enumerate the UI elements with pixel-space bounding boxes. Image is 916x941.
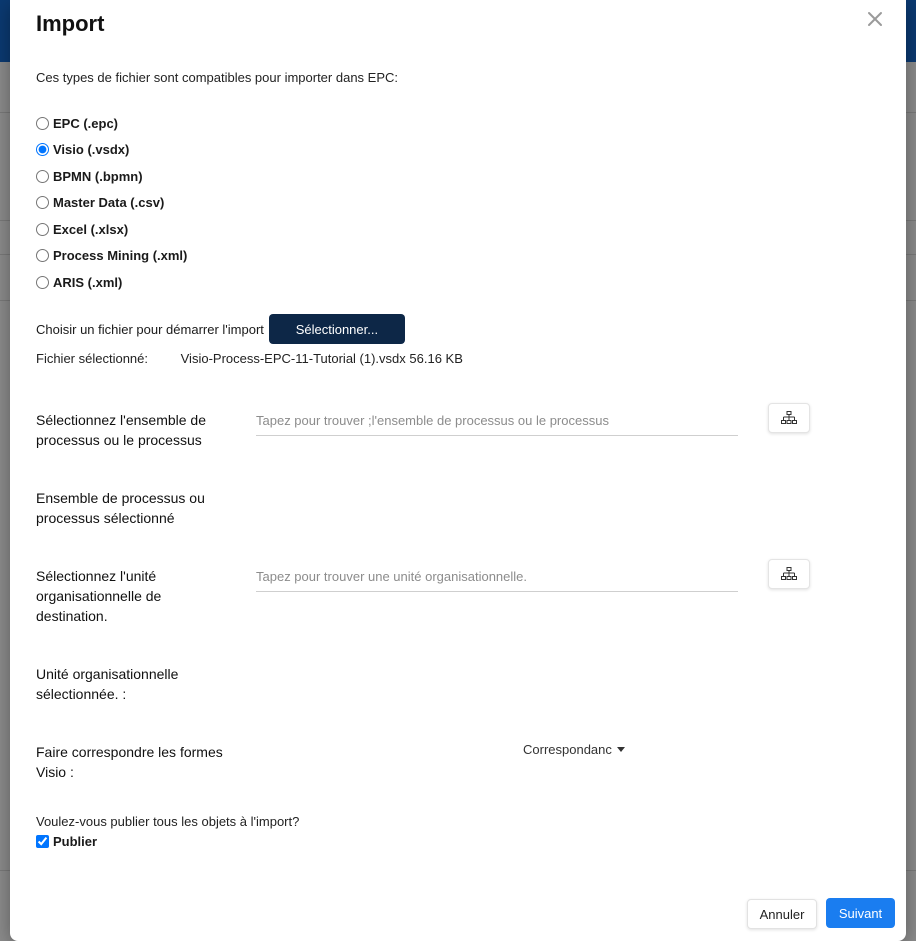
choose-file-label: Choisir un fichier pour démarrer l'import <box>36 321 264 337</box>
next-button[interactable]: Suivant <box>826 898 895 928</box>
radio-label: BPMN (.bpmn) <box>53 168 143 184</box>
selected-process-label: Ensemble de processus ou processus sélectionné <box>36 490 205 526</box>
cancel-button[interactable]: Annuler <box>747 899 817 929</box>
radio-option-bpmn[interactable] <box>36 163 187 190</box>
hierarchy-icon <box>781 411 797 425</box>
radio-label: Excel (.xlsx) <box>53 221 129 237</box>
process-tree-button[interactable] <box>768 403 810 433</box>
match-shapes-label: Faire correspondre les formes Visio : <box>36 744 223 780</box>
close-icon[interactable] <box>862 6 888 32</box>
radio-excel[interactable] <box>36 223 49 236</box>
match-shapes-dropdown-value: Correspondanc <box>523 742 612 757</box>
org-unit-tree-button[interactable] <box>768 559 810 589</box>
publish-question: Voulez-vous publier tous les objets à l'import? <box>36 814 300 829</box>
radio-process-mining[interactable] <box>36 249 49 262</box>
org-unit-label: Sélectionnez l'unité organisationnelle de destination. <box>36 568 162 624</box>
hierarchy-icon <box>781 567 797 581</box>
publish-option[interactable] <box>36 834 97 849</box>
radio-option-process-mining[interactable] <box>36 243 187 270</box>
select-file-button[interactable]: Sélectionner... <box>269 314 405 344</box>
selected-file-label: Fichier sélectionné: <box>36 351 148 366</box>
process-set-search-input[interactable] <box>256 405 738 436</box>
selected-file-row <box>36 351 463 366</box>
choose-file-row <box>36 314 405 344</box>
import-modal <box>10 0 906 941</box>
match-shapes-dropdown[interactable] <box>523 742 625 757</box>
publish-checkbox[interactable] <box>36 835 49 848</box>
radio-epc[interactable] <box>36 117 49 130</box>
radio-aris[interactable] <box>36 276 49 289</box>
radio-bpmn[interactable] <box>36 170 49 183</box>
radio-option-excel[interactable] <box>36 216 187 243</box>
publish-label: Publier <box>53 834 98 849</box>
radio-label: Visio (.vsdx) <box>53 142 130 158</box>
radio-visio[interactable] <box>36 143 49 156</box>
radio-label: EPC (.epc) <box>53 115 119 131</box>
radio-option-epc[interactable] <box>36 110 187 137</box>
radio-master-data[interactable] <box>36 196 49 209</box>
file-type-radio-group <box>36 110 187 296</box>
caret-down-icon <box>617 747 625 752</box>
radio-option-visio[interactable] <box>36 137 187 164</box>
radio-label: Process Mining (.xml) <box>53 248 188 264</box>
process-set-label: Sélectionnez l'ensemble de processus ou le processus <box>36 412 207 448</box>
radio-label: ARIS (.xml) <box>53 274 123 290</box>
intro-text: Ces types de fichier sont compatibles pour importer dans EPC: <box>36 70 399 85</box>
modal-title: Import <box>36 11 105 36</box>
radio-label: Master Data (.csv) <box>53 195 165 211</box>
radio-option-aris[interactable] <box>36 269 187 296</box>
selected-org-unit-label: Unité organisationnelle sélectionnée. : <box>36 666 179 702</box>
org-unit-search-input[interactable] <box>256 561 738 592</box>
selected-file-value: Visio-Process-EPC-11-Tutorial (1).vsdx 56.16 KB <box>180 351 463 366</box>
radio-option-master-data[interactable] <box>36 190 187 217</box>
